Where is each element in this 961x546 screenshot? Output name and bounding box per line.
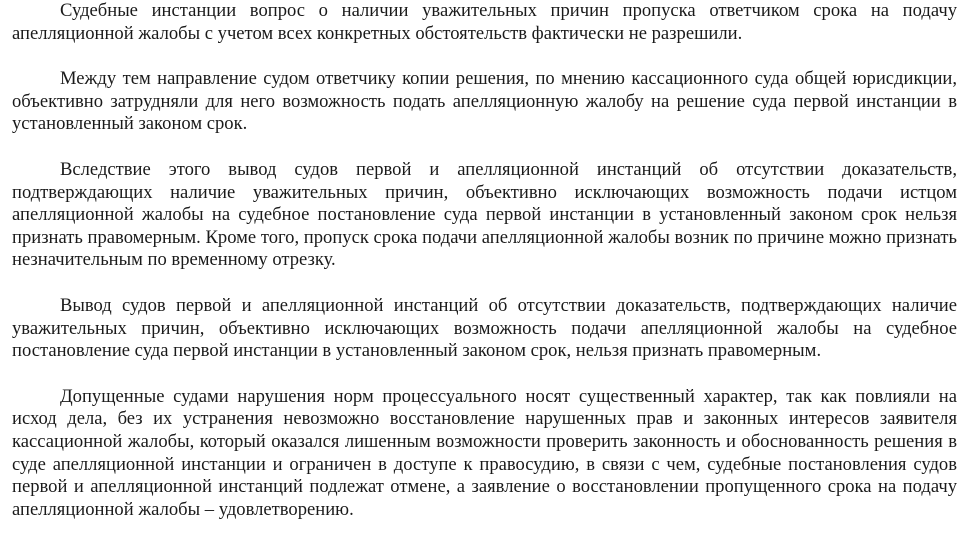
paragraph-2: Между тем направление судом ответчику копии решения, по мнению кассационного суда общей юрисдикции, объективно затрудняли для него возможность подать апелляционную жалобу на решение суда первой инстанции в установленный законом срок. (12, 68, 957, 135)
paragraph-5: Допущенные судами нарушения норм процессуального носят существенный характер, так как повлияли на исход дела, без их устранения невозможно восстановление нарушенных прав и законных интересов заявителя кассационной жалобы, который оказался лишенным возможности проверить законность и обоснованность решения в суде апелляционной инстанции и ограничен в доступе к правосудию, в связи с чем, судебные постановления судов первой и апелляционной инстанций подлежат отмене, а заявление о восстановлении пропущенного срока на подачу апелляционной жалобы – удовлетворению. (12, 385, 957, 520)
paragraph-4: Вывод судов первой и апелляционной инстанций об отсутствии доказательств, подтверждающих наличие уважительных причин, объективно исключающих возможность подачи апелляционной жалобы на судебное постановление суда первой инстанции в установленный законом срок, нельзя признать правомерным. (12, 294, 957, 362)
document-body (12, 0, 957, 521)
paragraph-3: Вследствие этого вывод судов первой и апелляционной инстанций об отсутствии доказательств, подтверждающих наличие уважительных причин, объективно исключающих возможность подачи истцом апелляционной жалобы на судебное постановление суда первой инстанции в установленный законом срок нельзя признать правомерным. Кроме того, пропуск срока подачи апелляционной жалобы возник по причине можно признать незначительным по временному отрезку. (12, 158, 957, 271)
paragraph-1: Судебные инстанции вопрос о наличии уважительных причин пропуска ответчиком срока на подачу апелляционной жалобы с учетом всех конкретных обстоятельств фактически не разрешили. (12, 0, 957, 44)
